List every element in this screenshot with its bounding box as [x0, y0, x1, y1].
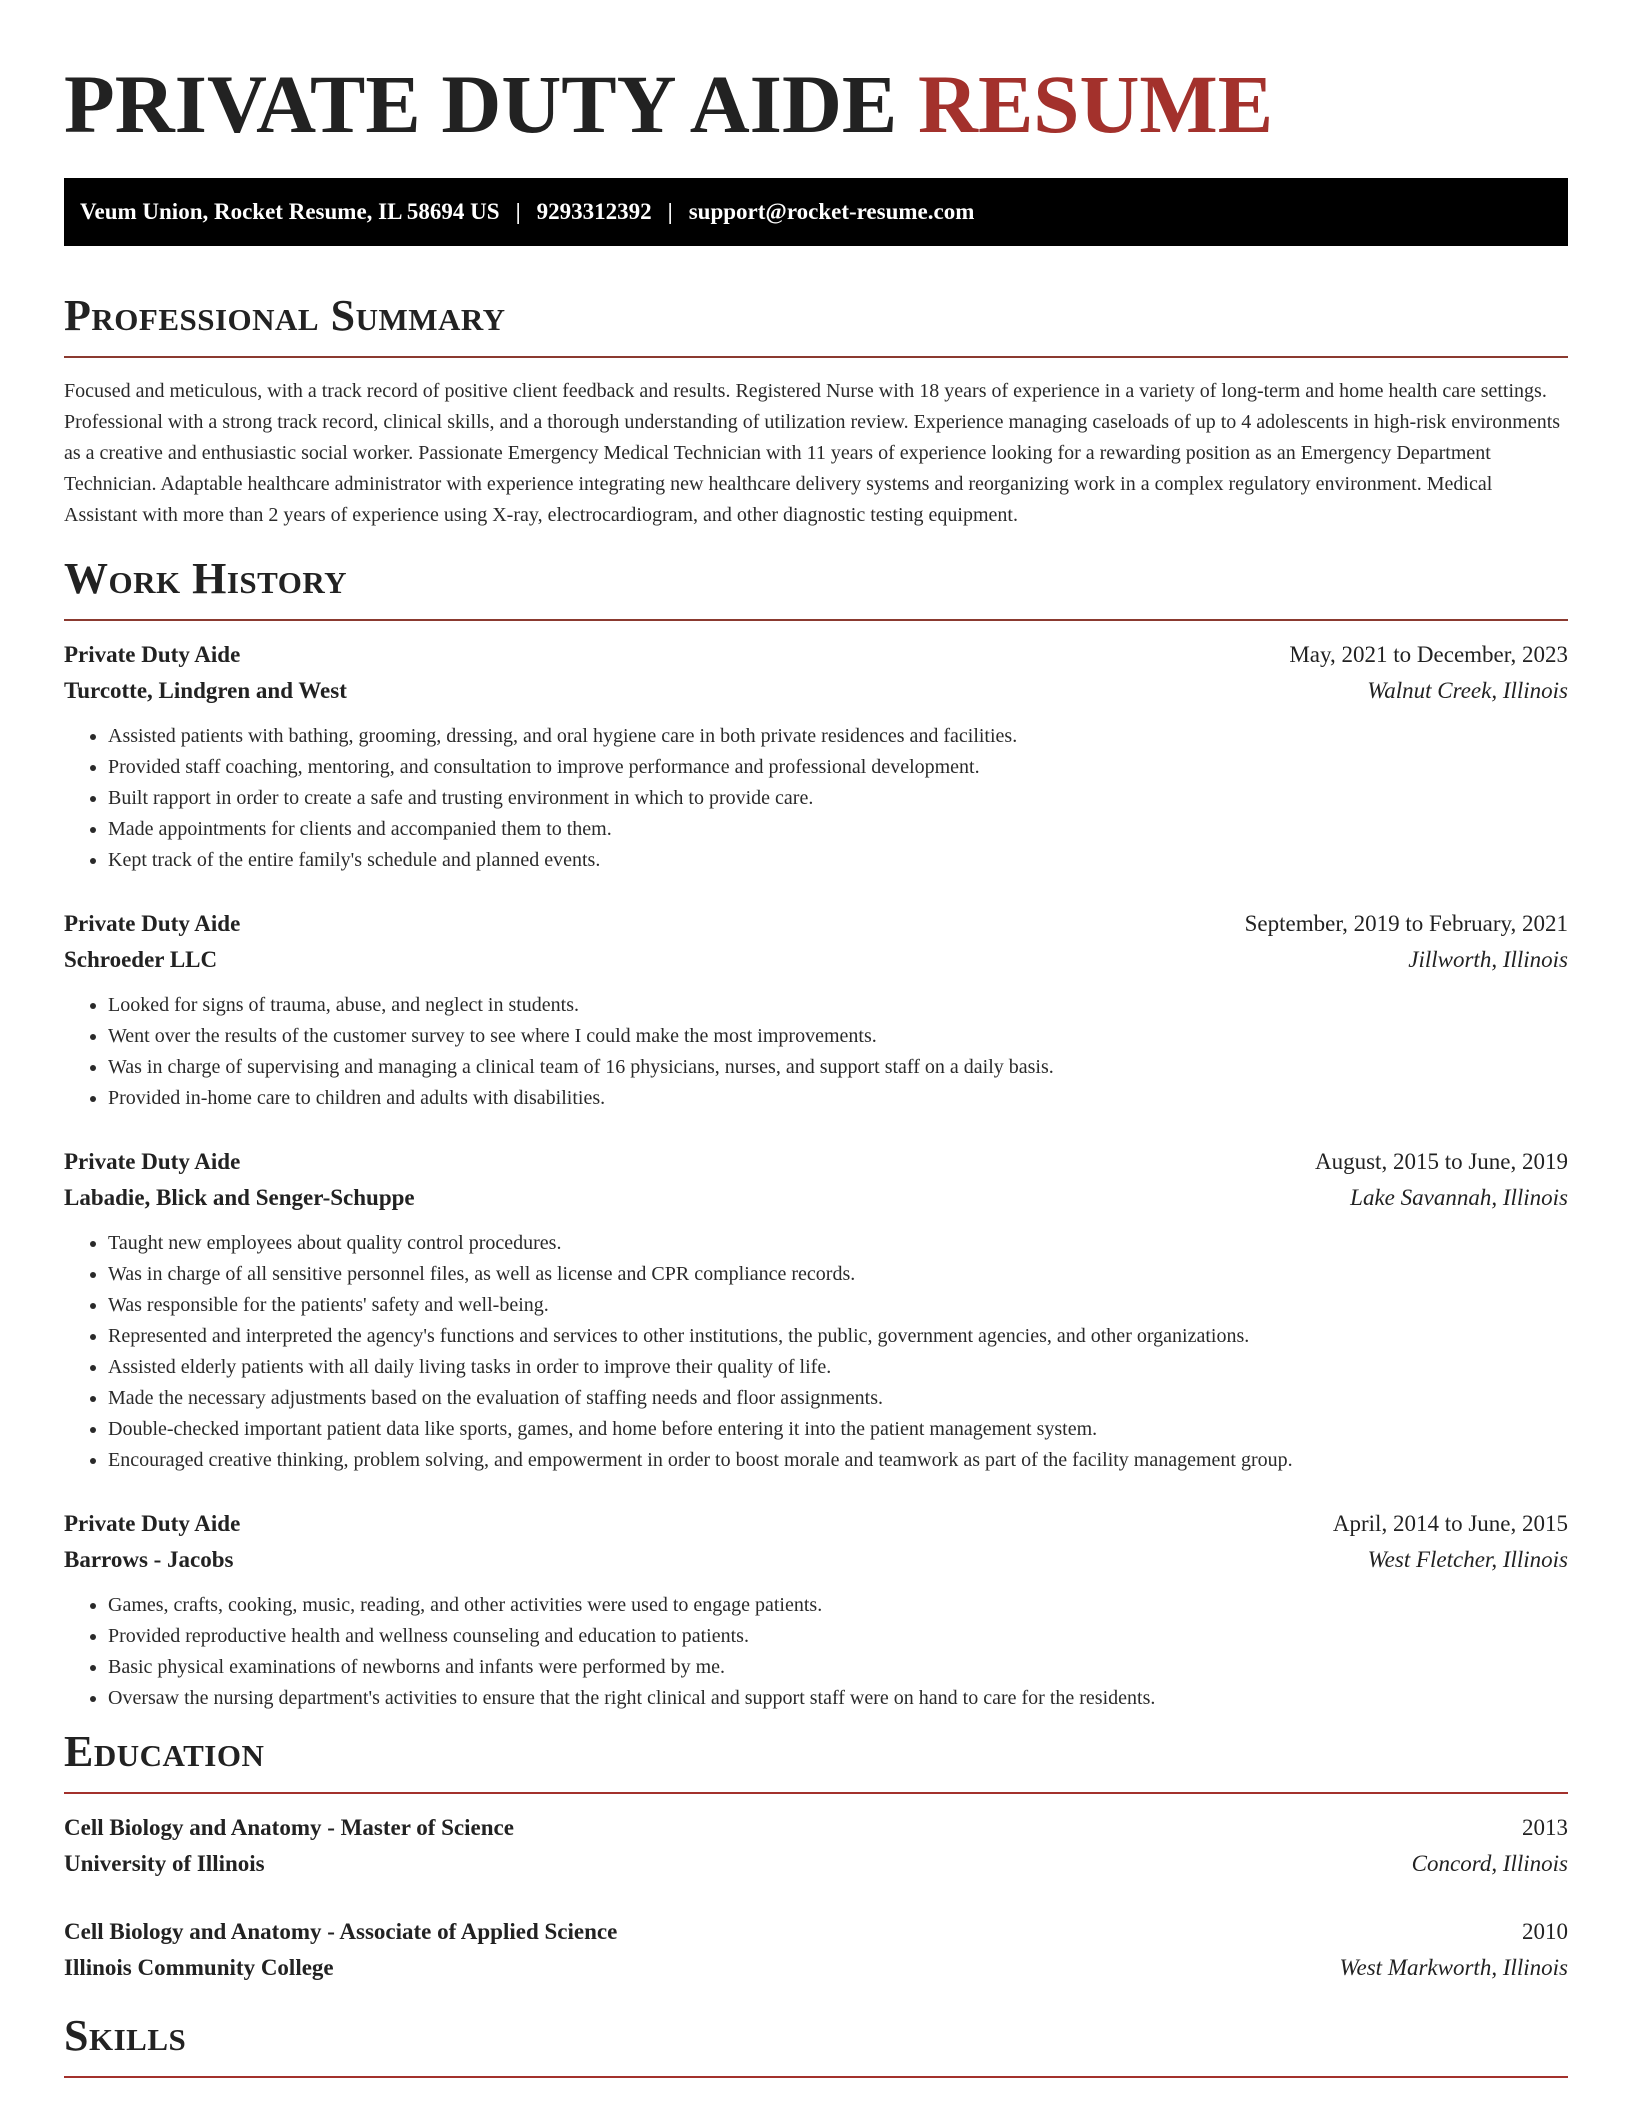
- contact-bar: [64, 178, 1568, 246]
- job-bullets: [64, 1590, 1568, 1714]
- summary-section: [64, 292, 1568, 531]
- education-school-row: [64, 1846, 1568, 1882]
- section-divider: [64, 1792, 1568, 1794]
- job-bullet: • Built rapport in order to create a safe and trusting environment in which to provide care.: [108, 783, 1568, 814]
- job-entry: [64, 906, 1568, 1114]
- job-bullet: • Encouraged creative thinking, problem solving, and empowerment in order to boost morale and teamwork as part of the facility management group.: [108, 1445, 1568, 1476]
- section-heading-summary: Professional Summary: [64, 291, 506, 340]
- resume-title: [64, 56, 1568, 152]
- job-bullet: • Was responsible for the patients' safety and well-being.: [108, 1290, 1568, 1321]
- work-history-section: [64, 555, 1568, 1714]
- education-location: West Markworth, Illinois: [1339, 1955, 1568, 1980]
- section-heading-education: Education: [64, 1727, 265, 1776]
- job-bullet: • Double-checked important patient data like sports, games, and home before entering it into the patient management system.: [108, 1414, 1568, 1445]
- education-degree: Cell Biology and Anatomy - Master of Science: [64, 1815, 514, 1840]
- job-bullet: • Kept track of the entire family's schedule and planned events.: [108, 845, 1568, 876]
- education-section: [64, 1728, 1568, 1986]
- job-bullet: • Was in charge of supervising and managing a clinical team of 16 physicians, nurses, and support staff on a daily basis.: [108, 1052, 1568, 1083]
- skills-section: [64, 2012, 1568, 2078]
- job-company: Turcotte, Lindgren and West: [64, 678, 347, 703]
- education-year: 2013: [1522, 1815, 1568, 1840]
- job-bullets: [64, 990, 1568, 1114]
- job-entry: [64, 637, 1568, 876]
- title-accent: RESUME: [918, 58, 1274, 150]
- job-bullets: [64, 721, 1568, 876]
- job-title-row: [64, 637, 1568, 673]
- job-location: West Fletcher, Illinois: [1367, 1547, 1568, 1572]
- job-bullet: • Provided in-home care to children and adults with disabilities.: [108, 1083, 1568, 1114]
- job-dates: April, 2014 to June, 2015: [1332, 1511, 1568, 1536]
- job-company-row: [64, 1180, 1568, 1216]
- education-year: 2010: [1522, 1919, 1568, 1944]
- job-title: Private Duty Aide: [64, 1149, 241, 1174]
- job-bullet: • Looked for signs of trauma, abuse, and neglect in students.: [108, 990, 1568, 1021]
- job-title: Private Duty Aide: [64, 911, 241, 936]
- contact-phone[interactable]: 9293312392: [536, 199, 652, 224]
- job-bullet: • Assisted patients with bathing, grooming, dressing, and oral hygiene care in both private residences and facilities.: [108, 721, 1568, 752]
- contact-address: Veum Union, Rocket Resume, IL 58694 US: [80, 199, 500, 224]
- job-dates: September, 2019 to February, 2021: [1244, 911, 1568, 936]
- job-bullet: • Basic physical examinations of newborns and infants were performed by me.: [108, 1652, 1568, 1683]
- section-divider: [64, 619, 1568, 621]
- contact-email[interactable]: support@rocket-resume.com: [688, 199, 975, 224]
- education-school: University of Illinois: [64, 1851, 265, 1876]
- job-company-row: [64, 942, 1568, 978]
- section-divider: [64, 2076, 1568, 2078]
- job-location: Jillworth, Illinois: [1408, 947, 1568, 972]
- job-bullet: • Games, crafts, cooking, music, reading, and other activities were used to engage patients.: [108, 1590, 1568, 1621]
- job-company: Schroeder LLC: [64, 947, 218, 972]
- job-dates: May, 2021 to December, 2023: [1289, 642, 1568, 667]
- job-bullet: • Assisted elderly patients with all daily living tasks in order to improve their quality of life.: [108, 1352, 1568, 1383]
- job-company: Labadie, Blick and Senger-Schuppe: [64, 1185, 415, 1210]
- job-bullets: [64, 1228, 1568, 1476]
- job-title-row: [64, 1144, 1568, 1180]
- contact-separator: |: [515, 199, 521, 224]
- education-entry: [64, 1810, 1568, 1882]
- title-main: PRIVATE DUTY AIDE: [64, 58, 898, 150]
- job-company: Barrows - Jacobs: [64, 1547, 234, 1572]
- job-bullet: • Taught new employees about quality control procedures.: [108, 1228, 1568, 1259]
- job-company-row: [64, 673, 1568, 709]
- section-heading-skills: Skills: [64, 2011, 187, 2060]
- job-title: Private Duty Aide: [64, 1511, 241, 1536]
- job-bullet: • Provided staff coaching, mentoring, and consultation to improve performance and professional development.: [108, 752, 1568, 783]
- job-bullet: • Was in charge of all sensitive personnel files, as well as license and CPR compliance records.: [108, 1259, 1568, 1290]
- job-entry: [64, 1144, 1568, 1476]
- summary-text: Focused and meticulous, with a track record of positive client feedback and results. Registered Nurse with 18 years of experience in a variety of long-term and home health care settings. Professional with a strong track record, clinical skills, and a thorough understanding of utilization review. Experience managing caseloads of up to 4 adolescents in high-risk environments as a creative and enthusiastic social worker. Passionate Emergency Medical Technician with 11 years of experience looking for a rewarding position as an Emergency Department Technician. Adaptable healthcare administrator with experience integrating new healthcare delivery systems and reorganizing work in a complex regulatory environment. Medical Assistant with more than 2 years of experience using X-ray, electrocardiogram, and other diagnostic testing equipment.: [64, 380, 1561, 526]
- job-bullet: • Went over the results of the customer survey to see where I could make the most improvements.: [108, 1021, 1568, 1052]
- job-bullet: • Made appointments for clients and accompanied them to them.: [108, 814, 1568, 845]
- job-bullet: • Oversaw the nursing department's activities to ensure that the right clinical and support staff were on hand to care for the residents.: [108, 1683, 1568, 1714]
- education-degree: Cell Biology and Anatomy - Associate of Applied Science: [64, 1919, 618, 1944]
- job-entry: [64, 1506, 1568, 1714]
- job-bullet: • Represented and interpreted the agency's functions and services to other institutions, the public, government agencies, and other organizations.: [108, 1321, 1568, 1352]
- education-school: Illinois Community College: [64, 1955, 334, 1980]
- job-location: Walnut Creek, Illinois: [1367, 678, 1568, 703]
- job-company-row: [64, 1542, 1568, 1578]
- education-degree-row: [64, 1810, 1568, 1846]
- job-bullet: • Provided reproductive health and wellness counseling and education to patients.: [108, 1621, 1568, 1652]
- contact-separator: |: [667, 199, 673, 224]
- education-entry: [64, 1914, 1568, 1986]
- job-dates: August, 2015 to June, 2019: [1315, 1149, 1568, 1174]
- job-title: Private Duty Aide: [64, 642, 241, 667]
- education-school-row: [64, 1950, 1568, 1986]
- section-divider: [64, 356, 1568, 358]
- job-bullet: • Made the necessary adjustments based on the evaluation of staffing needs and floor assignments.: [108, 1383, 1568, 1414]
- education-location: Concord, Illinois: [1411, 1851, 1568, 1876]
- education-degree-row: [64, 1914, 1568, 1950]
- job-title-row: [64, 906, 1568, 942]
- job-title-row: [64, 1506, 1568, 1542]
- job-location: Lake Savannah, Illinois: [1350, 1185, 1568, 1210]
- section-heading-work: Work History: [64, 554, 348, 603]
